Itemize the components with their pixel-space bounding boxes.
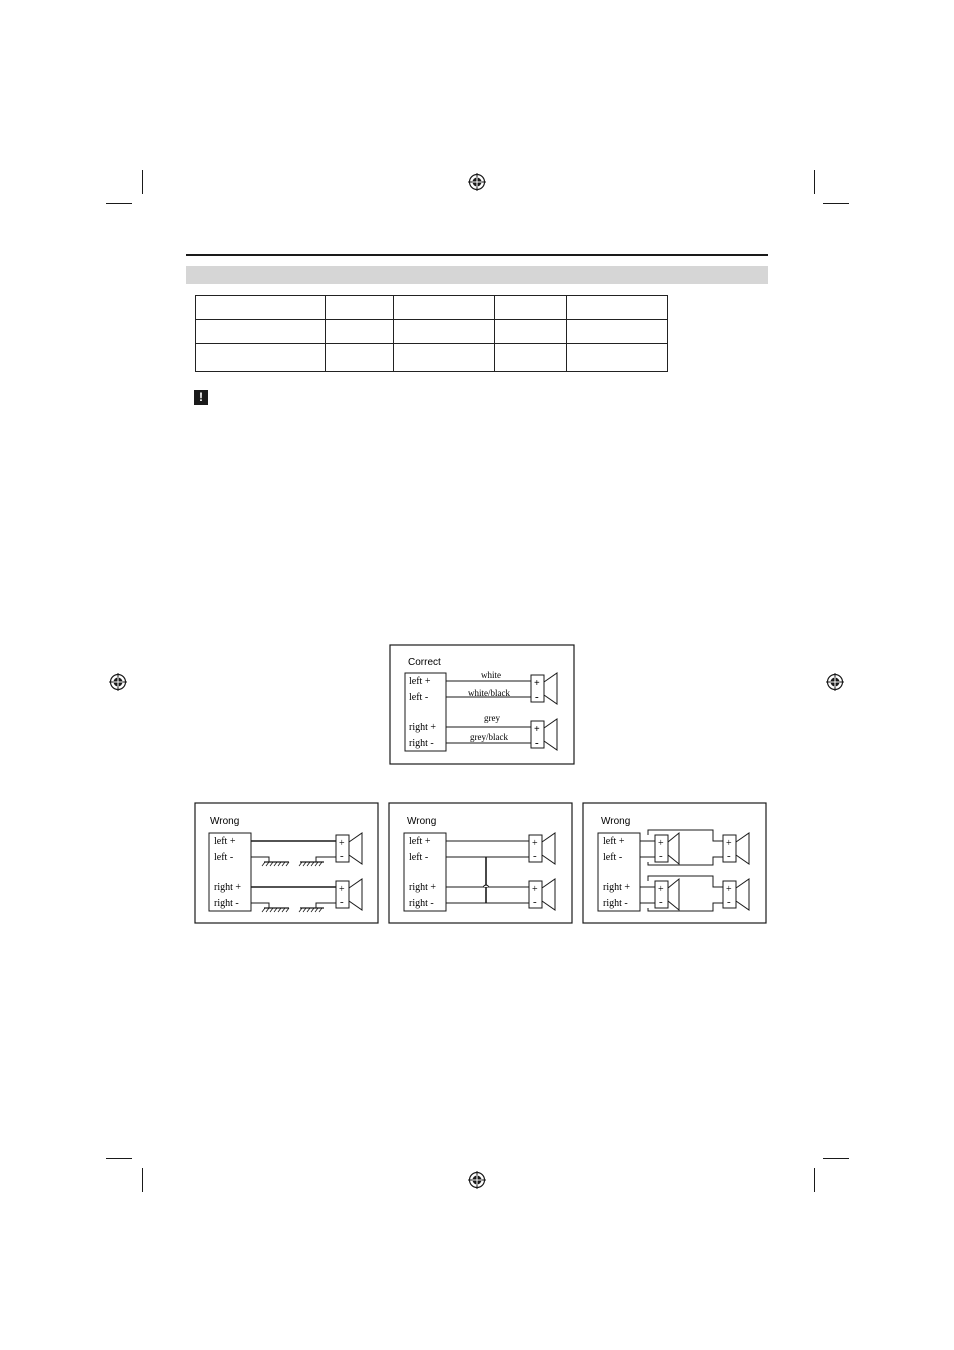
speaker-icon [655, 879, 679, 910]
table-cell [567, 344, 668, 372]
diagram-title: Wrong [210, 816, 240, 827]
minus-sign: - [533, 850, 537, 862]
table-cell [196, 320, 326, 344]
diagram-title: Wrong [601, 816, 631, 827]
wire-label: white/black [468, 688, 510, 698]
table-cell [495, 344, 567, 372]
crop-mark-br-h [823, 1158, 849, 1159]
terminal-label: left - [409, 692, 429, 703]
terminal-label: left - [409, 852, 429, 863]
crop-mark-bl-v [142, 1168, 143, 1192]
terminal-label: right - [409, 898, 434, 909]
wire-label: grey/black [470, 732, 508, 742]
table-cell [394, 320, 495, 344]
diagram-title: Correct [408, 657, 441, 668]
warning-note-icon: ! [194, 390, 208, 405]
terminal-label: right - [214, 898, 239, 909]
minus-sign: - [340, 896, 344, 908]
table-cell [326, 296, 394, 320]
plus-sign: + [532, 838, 538, 849]
crop-mark-tl-v [142, 170, 143, 194]
plus-sign: + [339, 884, 345, 895]
table-cell [567, 320, 668, 344]
minus-sign: - [659, 896, 663, 908]
terminal-label: right - [603, 898, 628, 909]
spec-table [195, 295, 668, 372]
table-cell [196, 344, 326, 372]
terminal-label: right + [214, 882, 242, 893]
header-rule [186, 254, 768, 256]
wrong-wiring-diagram-bridged [388, 802, 574, 925]
plus-sign: + [532, 884, 538, 895]
crop-mark-tr-v [814, 170, 815, 194]
table-cell [326, 344, 394, 372]
terminal-label: left + [409, 836, 431, 847]
section-heading-bar [186, 266, 768, 284]
crop-mark-tl-h [106, 203, 132, 204]
terminal-label: right + [603, 882, 631, 893]
plus-sign: + [658, 884, 664, 895]
terminal-label: left + [603, 836, 625, 847]
terminal-label: right + [409, 722, 437, 733]
terminal-label: left - [214, 852, 234, 863]
diagram-title: Wrong [407, 816, 437, 827]
minus-sign: - [727, 850, 731, 862]
plus-sign: + [534, 724, 540, 735]
table-cell [196, 296, 326, 320]
wrong-wiring-diagram-grounded [194, 802, 380, 925]
terminal-label: right - [409, 738, 434, 749]
table-row [196, 344, 668, 372]
table-row [196, 320, 668, 344]
minus-sign: - [340, 850, 344, 862]
wire-label: white [481, 670, 501, 680]
registration-mark-left [109, 673, 127, 691]
table-cell [567, 296, 668, 320]
terminal-label: left - [603, 852, 623, 863]
minus-sign: - [535, 737, 539, 749]
plus-sign: + [726, 884, 732, 895]
minus-sign: - [535, 691, 539, 703]
correct-wiring-diagram [389, 644, 576, 766]
table-cell [495, 320, 567, 344]
registration-mark-bottom [468, 1171, 486, 1189]
plus-sign: + [726, 838, 732, 849]
terminal-label: right + [409, 882, 437, 893]
crop-mark-bl-h [106, 1158, 132, 1159]
minus-sign: - [533, 896, 537, 908]
table-row [196, 296, 668, 320]
table-cell [495, 296, 567, 320]
registration-mark-right [826, 673, 844, 691]
wrong-wiring-diagram-series [582, 802, 768, 925]
table-cell [394, 296, 495, 320]
terminal-label: left + [214, 836, 236, 847]
plus-sign: + [658, 838, 664, 849]
table-cell [394, 344, 495, 372]
crop-mark-br-v [814, 1168, 815, 1192]
terminal-label: left + [409, 676, 431, 687]
minus-sign: - [659, 850, 663, 862]
table-cell [326, 320, 394, 344]
wire-label: grey [484, 713, 500, 723]
plus-sign: + [339, 838, 345, 849]
plus-sign: + [534, 678, 540, 689]
speaker-icon [655, 833, 679, 864]
crop-mark-tr-h [823, 203, 849, 204]
minus-sign: - [727, 896, 731, 908]
registration-mark-top [468, 173, 486, 191]
